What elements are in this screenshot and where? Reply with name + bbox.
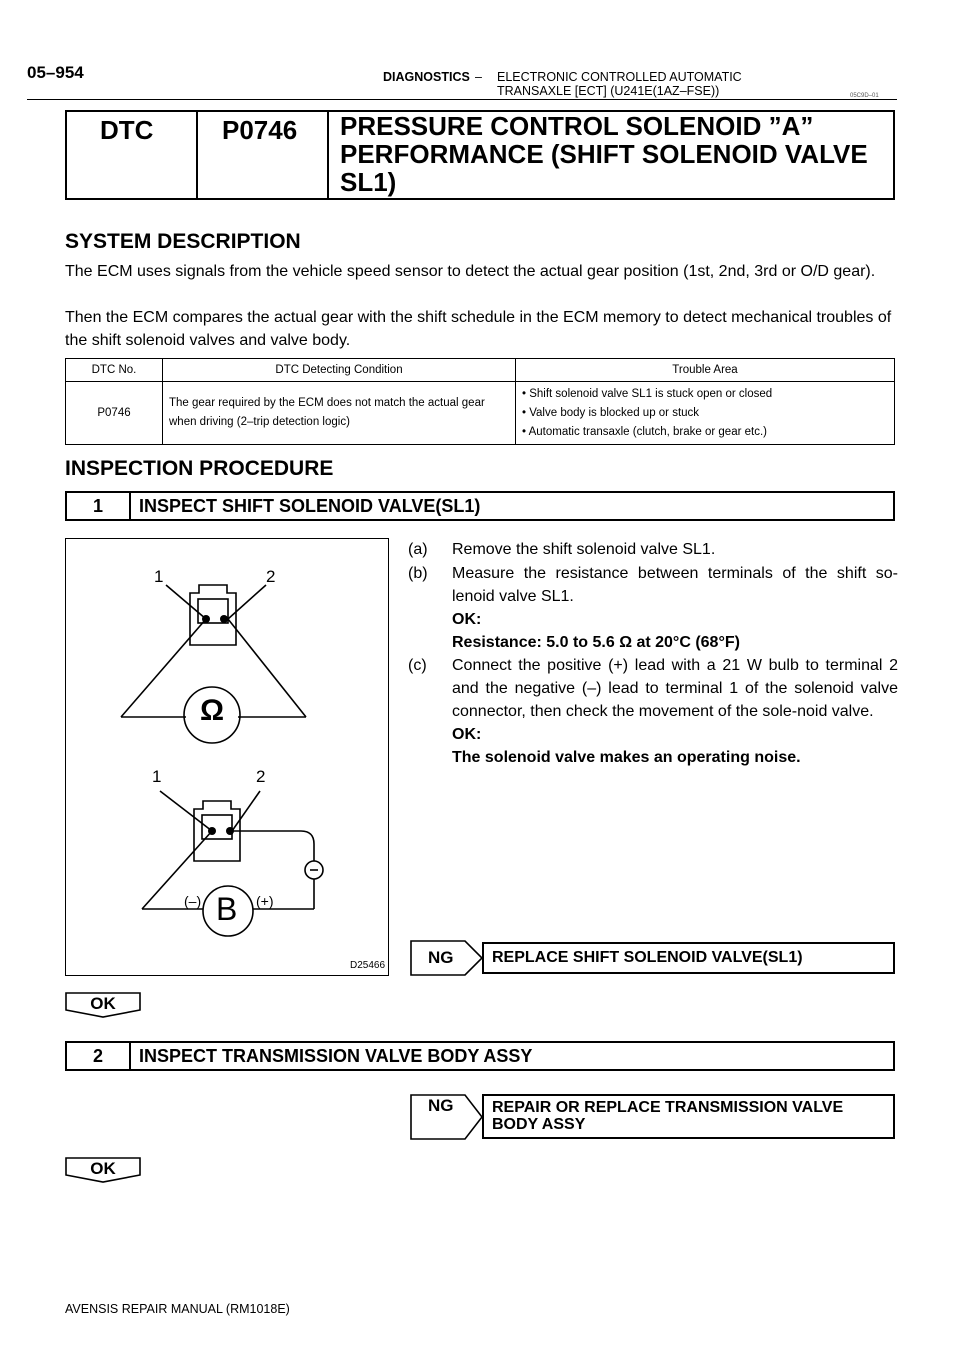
upper-terminal-1-dot [202,615,210,623]
step2-ok-label: OK [90,1159,116,1178]
step2-ng-label: NG [428,1096,454,1115]
header-doc-code: 05C9D–01 [850,93,879,99]
upper-leader-2 [228,585,266,619]
table-header-trouble-area: Trouble Area [516,359,895,382]
dtc-label: DTC [100,115,154,145]
header-section: DIAGNOSTICS [383,70,470,84]
header-dash: – [475,70,482,84]
step2-title: INSPECT TRANSMISSION VALVE BODY ASSY [139,1046,533,1066]
step2-ng-action-line2: BODY ASSY [492,1116,586,1133]
step1-ng-action: REPLACE SHIFT SOLENOID VALVE(SL1) [482,942,895,974]
step-b-text: Measure the resistance between terminals of the shift so-lenoid valve SL1. [452,565,898,605]
step2-bar [65,1041,895,1071]
trouble-area-item: • Valve body is blocked up or stuck [522,406,700,419]
lower-terminal-2-dot [226,827,234,835]
table-row [66,382,895,445]
system-description-para2: Then the ECM compares the actual gear with the shift schedule in the ECM memory to detect mechanical troubles of the shift solenoid valves and valve body. [65,309,892,349]
trouble-area-item: • Shift solenoid valve SL1 is stuck open or closed [522,387,773,400]
positive-lead-to-connector [232,831,314,861]
step-b-spec: Resistance: 5.0 to 5.6 Ω at 20°C (68°F) [452,634,740,651]
step1-title: INSPECT SHIFT SOLENOID VALVE(SL1) [139,496,481,516]
system-description-heading: SYSTEM DESCRIPTION [65,230,301,253]
step-c-body [452,654,898,769]
step1-ng-label: NG [428,948,454,967]
negative-lead [142,831,212,909]
step2-ng-action [482,1094,895,1139]
header-subsection-line2: TRANSAXLE [ECT] (U241E(1AZ–FSE)) [497,84,720,98]
table-cell-condition: The gear required by the ECM does not match the actual gear when driving (2–trip detection logic) [163,382,516,445]
table-cell-trouble-area [516,382,895,445]
system-description-para1: The ECM uses signals from the vehicle speed sensor to detect the actual gear position (1st, 2nd, 3rd or O/D gear). [65,263,876,280]
battery-label: B [216,891,238,927]
inspection-heading: INSPECTION PROCEDURE [65,457,334,480]
lower-terminal-1-dot [208,827,216,835]
step-c-tag: (c) [408,657,427,674]
step1-number: 1 [67,493,131,519]
lower-terminal-1-label: 1 [152,767,162,786]
ohm-icon: Ω [200,694,225,727]
upper-lead-left [121,619,206,717]
step2-number: 2 [67,1043,131,1069]
upper-terminal-2-dot [220,615,228,623]
table-header-dtc-no: DTC No. [66,359,163,382]
header-rule [27,99,897,100]
step-b-tag: (b) [408,565,428,582]
step-c-ok: OK: [452,726,482,743]
dtc-table [65,358,895,445]
page-number: 05–954 [27,63,84,82]
header-subsection-line1: ELECTRONIC CONTROLLED AUTOMATIC [497,70,742,84]
upper-terminal-2-label: 2 [266,567,276,586]
upper-lead-right [228,619,306,717]
dtc-code: P0746 [222,115,298,145]
step2-ok-tab [65,1157,141,1183]
step-c-text: Connect the positive (+) lead with a 21 W bulb to terminal 2 and the negative (–) lead to terminal 1 of the solenoid valve connector, then check the movement of the sole-noid valve. [452,657,898,720]
table-cell-dtc-no: P0746 [66,382,163,445]
positive-label: (+) [256,893,274,909]
figure-id: D25466 [350,960,386,971]
negative-label: (–) [184,893,202,909]
step-c-spec: The solenoid valve makes an operating noise. [452,749,801,766]
footer-manual: AVENSIS REPAIR MANUAL (RM1018E) [65,1302,290,1316]
upper-leader-1 [166,585,206,619]
step1-ok-label: OK [90,994,116,1013]
trouble-area-item: • Automatic transaxle (clutch, brake or gear etc.) [522,425,767,438]
table-header-condition: DTC Detecting Condition [163,359,516,382]
solenoid-diagram [65,538,389,976]
step-b-ok: OK: [452,611,482,628]
lower-leader-2 [232,791,260,831]
lower-leader-1 [160,791,212,831]
upper-connector-shape [190,585,236,645]
upper-terminal-1-label: 1 [154,567,164,586]
step2-ng-action-line1: REPAIR OR REPLACE TRANSMISSION VALVE [492,1099,844,1116]
step-a-tag: (a) [408,541,428,558]
step-a-text: Remove the shift solenoid valve SL1. [452,541,716,558]
dtc-title: PRESSURE CONTROL SOLENOID ”A” PERFORMANCE (SHIFT SOLENOID VALVE SL1) [340,111,868,197]
step1-bar [65,491,895,521]
lower-terminal-2-label: 2 [256,767,266,786]
step-b-body [452,562,898,654]
step1-ok-tab [65,992,141,1018]
